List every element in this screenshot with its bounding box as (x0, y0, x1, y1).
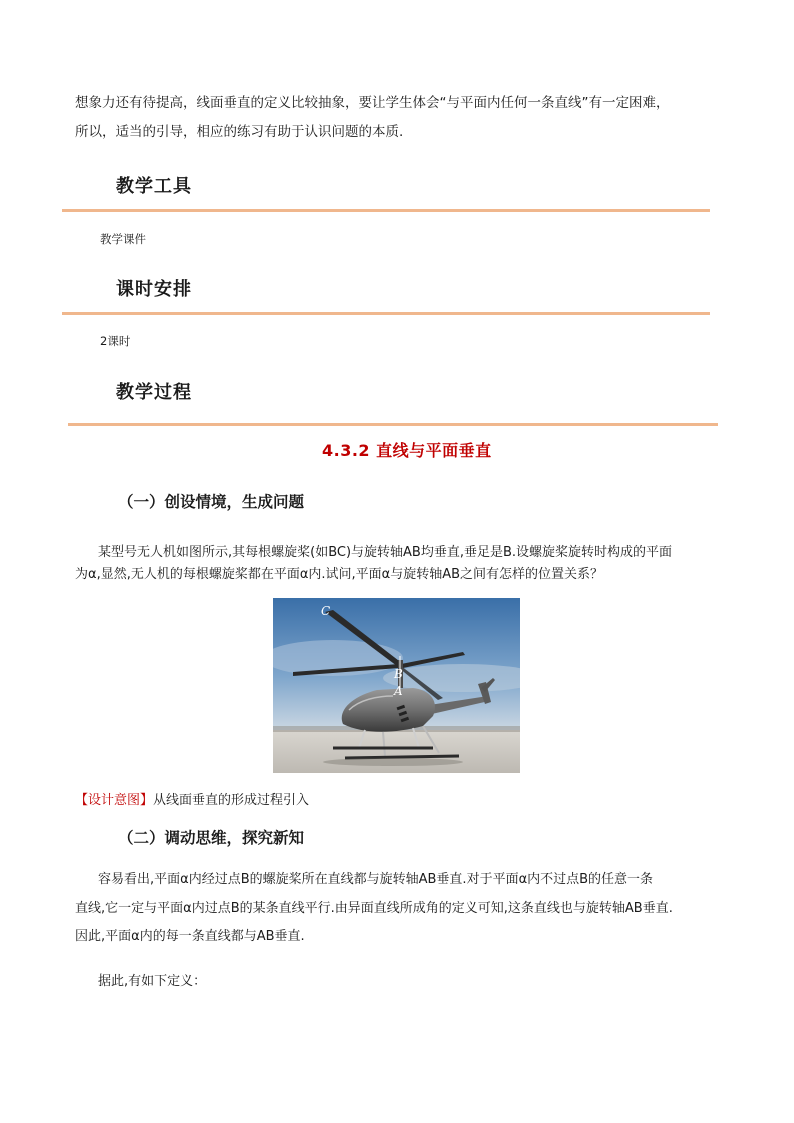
part1-heading: （一）创设情境，生成问题 (118, 493, 305, 511)
schedule-content: 2课时 (100, 334, 131, 348)
part2-line-1: 容易看出,平面α内经过点B的螺旋桨所在直线都与旋转轴AB垂直.对于平面α内不过点B的任意一条 (98, 872, 654, 887)
design-intent (75, 790, 309, 811)
tools-content: 教学课件 (100, 232, 146, 246)
label-a: A (394, 684, 403, 698)
design-intent-tag: 【设计意图】 (75, 793, 154, 808)
part1-line-1: 某型号无人机如图所示,其每根螺旋桨(如BC)与旋转轴AB均垂直,垂足是B.设螺旋桨旋转时构成的平面 (98, 545, 673, 560)
section-divider (68, 423, 718, 426)
design-intent-text: 从线面垂直的形成过程引入 (153, 793, 310, 808)
intro-line-2: 所以，适当的引导，相应的练习有助于认识问题的本质. (75, 124, 404, 140)
section-title: 4.3.2 直线与平面垂直 (322, 441, 492, 460)
tools-heading: 教学工具 (116, 176, 192, 197)
part1-line-2: 为α,显然,无人机的每根螺旋桨都在平面α内.试问,平面α与旋转轴AB之间有怎样的位置关系？ (75, 567, 604, 582)
part2-heading: （二）调动思维，探究新知 (118, 829, 305, 847)
section-divider (62, 209, 710, 212)
part2-line-2: 直线,它一定与平面α内过点B的某条直线平行.由异面直线所成角的定义可知,这条直线也与旋转轴AB垂直. (75, 901, 673, 916)
section-divider (62, 312, 710, 315)
part2-line-3: 因此,平面α内的每一条直线都与AB垂直. (75, 929, 305, 944)
process-heading: 教学过程 (116, 382, 192, 403)
schedule-heading: 课时安排 (116, 279, 192, 300)
helicopter-photo (273, 598, 520, 773)
label-c: C (321, 604, 331, 618)
intro-line-1: 想象力还有待提高，线面垂直的定义比较抽象，要让学生体会“与平面内任何一条直线”有一定困难， (75, 95, 670, 111)
label-b: B (394, 667, 403, 681)
part2-line-4: 据此,有如下定义： (98, 974, 207, 989)
